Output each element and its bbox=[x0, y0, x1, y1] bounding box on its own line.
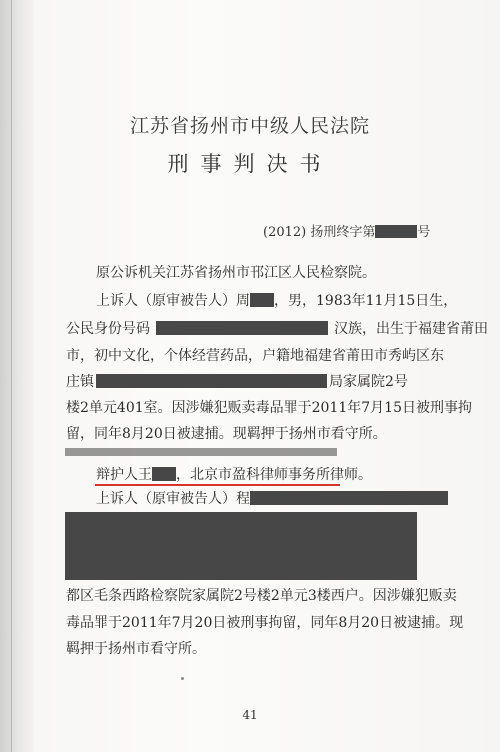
appellant1-residence-line: 市，初中文化，个体经营药品，户籍地福建省莆田市秀屿区东 bbox=[66, 348, 444, 364]
page-number: 41 bbox=[242, 708, 258, 722]
defender-name-redaction bbox=[152, 467, 176, 481]
court-name-title: 江苏省扬州市中级人民法院 bbox=[129, 115, 370, 137]
id-number-label: 公民身份号码 bbox=[66, 321, 150, 337]
ethnicity-birthplace: 汉族，出生于福建省莆田 bbox=[334, 321, 488, 337]
appellant2-address-line: 都区毛条西路检察院家属院2号楼2单元3楼西户。因涉嫌犯贩卖 bbox=[66, 588, 457, 604]
prosecution-line: 原公诉机关江苏省扬州市邗江区人民检察院。 bbox=[96, 265, 376, 281]
detention-line-2: 留，同年8月20日被逮捕。现羁押于扬州市看守所。 bbox=[66, 426, 387, 442]
red-underline-annotation bbox=[95, 484, 340, 486]
appellant2-name-line bbox=[96, 490, 448, 508]
appellant1-details: ，男，1983年11月15日生， bbox=[274, 293, 458, 309]
defender-firm: ，北京市盈科律师事务所律师。 bbox=[176, 467, 372, 483]
appellant1-name-redaction bbox=[250, 293, 274, 307]
defender-label: 辩护人王 bbox=[96, 467, 152, 483]
address-end: 局家属院2号 bbox=[329, 374, 408, 390]
scan-speck bbox=[181, 677, 184, 680]
appellant1-address-line bbox=[66, 373, 408, 391]
address-redaction bbox=[96, 374, 327, 388]
case-number-suffix: 号 bbox=[417, 225, 431, 240]
appellant2-name-redaction bbox=[250, 491, 448, 505]
case-number bbox=[263, 221, 430, 240]
redacted-line-strip bbox=[65, 448, 337, 456]
appellant2-label: 上诉人（原审被告人）程 bbox=[96, 491, 250, 507]
appellant1-label: 上诉人（原审被告人）周 bbox=[96, 293, 250, 309]
appellant2-detention-line-1: 毒品罪于2011年7月20日被刑事拘留，同年8月20日被逮捕。现 bbox=[66, 615, 464, 631]
appellant1-id-line bbox=[66, 320, 488, 338]
detention-line-1: 楼2单元401室。因涉嫌犯贩卖毒品罪于2011年7月15日被刑事拘 bbox=[66, 400, 472, 416]
case-number-redaction bbox=[375, 225, 417, 238]
appellant2-detention-line-2: 羁押于扬州市看守所。 bbox=[66, 641, 206, 657]
defender-line bbox=[96, 466, 372, 484]
large-redaction-block bbox=[65, 512, 417, 580]
appellant1-name-line bbox=[96, 292, 457, 310]
case-number-prefix: (2012) 扬刑终字第 bbox=[263, 225, 376, 240]
id-number-redaction bbox=[156, 321, 328, 335]
address-start: 庄镇 bbox=[66, 374, 94, 390]
document-type-title: 刑事判决书 bbox=[167, 152, 333, 176]
